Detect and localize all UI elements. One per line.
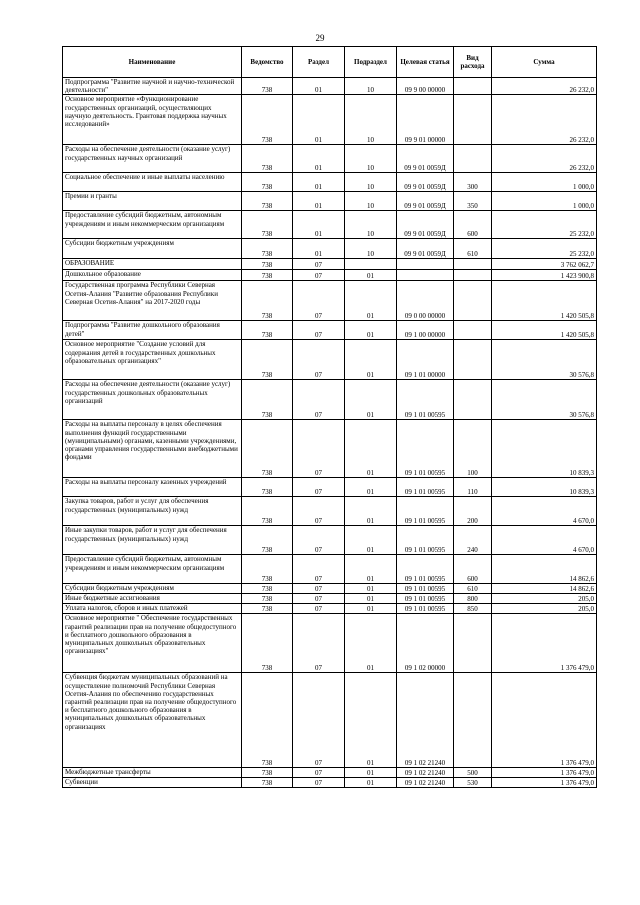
cell-name: Уплата налогов, сборов и иных платежей xyxy=(63,604,242,614)
cell-subsection: 10 xyxy=(345,239,397,259)
cell-amount: 14 862,6 xyxy=(492,584,597,594)
cell-department: 738 xyxy=(242,673,293,768)
cell-department: 738 xyxy=(242,173,293,192)
cell-expense-type xyxy=(454,340,492,380)
cell-name: Предоставление субсидий бюджетным, автономным учреждениям и иным некоммерческим организациям xyxy=(63,555,242,584)
cell-subsection: 10 xyxy=(345,78,397,95)
table-row xyxy=(63,78,597,95)
table-row xyxy=(63,259,597,270)
cell-amount: 26 232,0 xyxy=(492,78,597,95)
cell-section: 07 xyxy=(293,259,345,270)
cell-expense-type xyxy=(454,281,492,321)
cell-name: Социальное обеспечение и иные выплаты населению xyxy=(63,173,242,192)
cell-department: 738 xyxy=(242,270,293,281)
cell-amount: 4 670,0 xyxy=(492,497,597,526)
cell-section: 07 xyxy=(293,673,345,768)
cell-name: Дошкольное образование xyxy=(63,270,242,281)
cell-target xyxy=(397,259,454,270)
cell-section: 07 xyxy=(293,555,345,584)
cell-expense-type xyxy=(454,145,492,173)
cell-amount: 205,0 xyxy=(492,604,597,614)
cell-section: 01 xyxy=(293,95,345,145)
cell-expense-type: 100 xyxy=(454,420,492,478)
cell-section: 01 xyxy=(293,192,345,211)
cell-amount: 25 232,0 xyxy=(492,211,597,239)
cell-department: 738 xyxy=(242,584,293,594)
cell-section: 07 xyxy=(293,478,345,497)
cell-department: 738 xyxy=(242,145,293,173)
table-row xyxy=(63,614,597,673)
cell-section: 07 xyxy=(293,270,345,281)
cell-expense-type xyxy=(454,78,492,95)
cell-expense-type: 110 xyxy=(454,478,492,497)
cell-department: 738 xyxy=(242,594,293,604)
cell-section: 01 xyxy=(293,239,345,259)
cell-department: 738 xyxy=(242,420,293,478)
cell-expense-type: 600 xyxy=(454,555,492,584)
cell-target: 09 1 01 00595 xyxy=(397,594,454,604)
cell-target: 09 1 01 00595 xyxy=(397,380,454,420)
cell-target: 09 0 00 00000 xyxy=(397,281,454,321)
cell-expense-type xyxy=(454,259,492,270)
cell-amount: 1 376 479,0 xyxy=(492,768,597,778)
table-row xyxy=(63,145,597,173)
cell-target: 09 1 02 21240 xyxy=(397,768,454,778)
cell-target: 09 1 01 00595 xyxy=(397,420,454,478)
cell-name: Предоставление субсидий бюджетным, автономным учреждениям и иным некоммерческим организациям xyxy=(63,211,242,239)
cell-subsection: 01 xyxy=(345,778,397,788)
cell-expense-type: 350 xyxy=(454,192,492,211)
cell-department: 738 xyxy=(242,321,293,340)
table-row xyxy=(63,594,597,604)
table-row xyxy=(63,95,597,145)
cell-department: 738 xyxy=(242,95,293,145)
header-row xyxy=(63,47,597,78)
cell-amount: 10 839,3 xyxy=(492,420,597,478)
table-row xyxy=(63,555,597,584)
cell-department: 738 xyxy=(242,778,293,788)
table-row xyxy=(63,768,597,778)
cell-expense-type: 500 xyxy=(454,768,492,778)
header-expense-type: Вид расхода xyxy=(454,47,492,78)
cell-subsection: 01 xyxy=(345,768,397,778)
cell-subsection: 01 xyxy=(345,555,397,584)
table-row xyxy=(63,239,597,259)
cell-amount: 30 576,8 xyxy=(492,380,597,420)
header-target: Целевая статья xyxy=(397,47,454,78)
table-row xyxy=(63,173,597,192)
cell-department: 738 xyxy=(242,526,293,555)
cell-target: 09 1 02 21240 xyxy=(397,673,454,768)
cell-subsection: 01 xyxy=(345,478,397,497)
cell-amount: 10 839,3 xyxy=(492,478,597,497)
header-department: Ведомство xyxy=(242,47,293,78)
cell-section: 07 xyxy=(293,614,345,673)
cell-section: 01 xyxy=(293,145,345,173)
cell-subsection: 01 xyxy=(345,673,397,768)
cell-target xyxy=(397,270,454,281)
cell-expense-type: 200 xyxy=(454,497,492,526)
cell-expense-type: 300 xyxy=(454,173,492,192)
cell-subsection: 01 xyxy=(345,594,397,604)
cell-target: 09 9 01 0059Д xyxy=(397,192,454,211)
cell-expense-type xyxy=(454,614,492,673)
cell-expense-type xyxy=(454,673,492,768)
cell-name: Премии и гранты xyxy=(63,192,242,211)
table-row xyxy=(63,526,597,555)
cell-amount: 3 762 062,7 xyxy=(492,259,597,270)
cell-subsection: 10 xyxy=(345,211,397,239)
cell-amount: 1 376 479,0 xyxy=(492,614,597,673)
header-subsection: Подраздел xyxy=(345,47,397,78)
cell-subsection: 01 xyxy=(345,584,397,594)
cell-expense-type xyxy=(454,95,492,145)
cell-section: 07 xyxy=(293,584,345,594)
cell-amount: 205,0 xyxy=(492,594,597,604)
cell-department: 738 xyxy=(242,497,293,526)
cell-section: 07 xyxy=(293,768,345,778)
cell-name: Подпрограмма "Развитие дошкольного образования детей" xyxy=(63,321,242,340)
cell-name: Иные бюджетные ассигнования xyxy=(63,594,242,604)
table-row xyxy=(63,340,597,380)
cell-target: 09 1 01 00595 xyxy=(397,478,454,497)
cell-name: Расходы на выплаты персоналу казенных учреждений xyxy=(63,478,242,497)
cell-expense-type: 240 xyxy=(454,526,492,555)
cell-subsection: 01 xyxy=(345,281,397,321)
cell-target: 09 9 01 0059Д xyxy=(397,211,454,239)
cell-subsection: 01 xyxy=(345,604,397,614)
table-row xyxy=(63,270,597,281)
cell-department: 738 xyxy=(242,239,293,259)
cell-section: 07 xyxy=(293,340,345,380)
cell-expense-type xyxy=(454,321,492,340)
cell-amount: 1 000,0 xyxy=(492,173,597,192)
cell-department: 738 xyxy=(242,259,293,270)
cell-target: 09 9 01 0059Д xyxy=(397,239,454,259)
cell-expense-type: 610 xyxy=(454,239,492,259)
cell-expense-type xyxy=(454,380,492,420)
cell-expense-type: 850 xyxy=(454,604,492,614)
cell-target: 09 9 01 0059Д xyxy=(397,173,454,192)
cell-section: 07 xyxy=(293,321,345,340)
table-row xyxy=(63,380,597,420)
cell-department: 738 xyxy=(242,768,293,778)
budget-table xyxy=(62,46,597,788)
cell-section: 07 xyxy=(293,778,345,788)
table-row xyxy=(63,478,597,497)
cell-department: 738 xyxy=(242,211,293,239)
cell-department: 738 xyxy=(242,478,293,497)
cell-target: 09 9 01 0059Д xyxy=(397,145,454,173)
cell-section: 07 xyxy=(293,594,345,604)
cell-target: 09 1 01 00595 xyxy=(397,584,454,594)
cell-name: ОБРАЗОВАНИЕ xyxy=(63,259,242,270)
cell-section: 07 xyxy=(293,497,345,526)
cell-name: Государственная программа Республики Северная Осетия-Алания "Развитие образования Республики Северная Осетия-Алания" на 2017-2020 годы xyxy=(63,281,242,321)
cell-subsection: 10 xyxy=(345,173,397,192)
cell-section: 07 xyxy=(293,281,345,321)
cell-amount: 25 232,0 xyxy=(492,239,597,259)
cell-subsection: 01 xyxy=(345,321,397,340)
cell-subsection: 01 xyxy=(345,270,397,281)
cell-name: Субвенция бюджетам муниципальных образований на осуществление полномочий Республики Северная Осетия-Алания по обеспечению государственных гарантий реализации прав на получение общедоступного и бесплатного дошкольного образования в муниципальных дошкольных образовательных организациях xyxy=(63,673,242,768)
cell-name: Субсидии бюджетным учреждениям xyxy=(63,239,242,259)
header-amount: Сумма xyxy=(492,47,597,78)
cell-department: 738 xyxy=(242,604,293,614)
cell-subsection: 10 xyxy=(345,192,397,211)
cell-department: 738 xyxy=(242,555,293,584)
cell-subsection: 01 xyxy=(345,380,397,420)
cell-subsection: 01 xyxy=(345,526,397,555)
cell-name: Расходы на обеспечение деятельности (оказание услуг) государственных дошкольных образовательных организаций xyxy=(63,380,242,420)
cell-amount: 1 423 900,8 xyxy=(492,270,597,281)
cell-target: 09 1 01 00595 xyxy=(397,604,454,614)
table-row xyxy=(63,673,597,768)
table-row xyxy=(63,584,597,594)
table-row xyxy=(63,321,597,340)
header-section: Раздел xyxy=(293,47,345,78)
table-row xyxy=(63,778,597,788)
cell-section: 01 xyxy=(293,173,345,192)
cell-amount: 14 862,6 xyxy=(492,555,597,584)
cell-name: Расходы на обеспечение деятельности (оказание услуг) государственных научных организаций xyxy=(63,145,242,173)
cell-target: 09 9 00 00000 xyxy=(397,78,454,95)
cell-section: 01 xyxy=(293,78,345,95)
cell-amount: 1 000,0 xyxy=(492,192,597,211)
cell-target: 09 1 01 00595 xyxy=(397,526,454,555)
cell-section: 01 xyxy=(293,211,345,239)
cell-name: Расходы на выплаты персоналу в целях обеспечения выполнения функций государственными (муниципальными) органами, казенными учреждениями, органами управления государственными внебюджетными фондами xyxy=(63,420,242,478)
table-row xyxy=(63,192,597,211)
cell-name: Субвенции xyxy=(63,778,242,788)
cell-department: 738 xyxy=(242,78,293,95)
cell-target: 09 1 00 00000 xyxy=(397,321,454,340)
cell-name: Иные закупки товаров, работ и услуг для обеспечения государственных (муниципальных) нужд xyxy=(63,526,242,555)
cell-expense-type: 600 xyxy=(454,211,492,239)
cell-amount: 1 376 479,0 xyxy=(492,673,597,768)
cell-department: 738 xyxy=(242,614,293,673)
cell-target: 09 1 01 00595 xyxy=(397,497,454,526)
cell-expense-type xyxy=(454,270,492,281)
cell-amount: 4 670,0 xyxy=(492,526,597,555)
cell-subsection: 10 xyxy=(345,95,397,145)
cell-subsection xyxy=(345,259,397,270)
table-row xyxy=(63,497,597,526)
table-row xyxy=(63,420,597,478)
cell-department: 738 xyxy=(242,192,293,211)
cell-name: Основное мероприятие "Создание условий для содержания детей в государственных дошкольных образовательных организациях" xyxy=(63,340,242,380)
cell-amount: 30 576,8 xyxy=(492,340,597,380)
cell-subsection: 01 xyxy=(345,497,397,526)
table-row xyxy=(63,281,597,321)
cell-section: 07 xyxy=(293,420,345,478)
table-row xyxy=(63,211,597,239)
cell-name: Основное мероприятие " Обеспечение государственных гарантий реализации прав на получение общедоступного и бесплатного дошкольного образования в муниципальных дошкольных образовательных организациях" xyxy=(63,614,242,673)
table-row xyxy=(63,604,597,614)
cell-target: 09 1 02 21240 xyxy=(397,778,454,788)
cell-expense-type: 530 xyxy=(454,778,492,788)
cell-department: 738 xyxy=(242,281,293,321)
cell-department: 738 xyxy=(242,380,293,420)
cell-expense-type: 800 xyxy=(454,594,492,604)
cell-section: 07 xyxy=(293,380,345,420)
cell-expense-type: 610 xyxy=(454,584,492,594)
cell-target: 09 1 02 00000 xyxy=(397,614,454,673)
cell-target: 09 9 01 00000 xyxy=(397,95,454,145)
header-name: Наименование xyxy=(63,47,242,78)
cell-amount: 1 376 479,0 xyxy=(492,778,597,788)
cell-subsection: 01 xyxy=(345,340,397,380)
cell-subsection: 01 xyxy=(345,420,397,478)
cell-subsection: 10 xyxy=(345,145,397,173)
cell-name: Подпрограмма "Развитие научной и научно-технической деятельности" xyxy=(63,78,242,95)
cell-target: 09 1 01 00000 xyxy=(397,340,454,380)
cell-amount: 26 232,0 xyxy=(492,95,597,145)
cell-name: Субсидии бюджетным учреждениям xyxy=(63,584,242,594)
cell-amount: 26 232,0 xyxy=(492,145,597,173)
cell-name: Межбюджетные трансферты xyxy=(63,768,242,778)
cell-section: 07 xyxy=(293,526,345,555)
cell-target: 09 1 01 00595 xyxy=(397,555,454,584)
cell-name: Основное мероприятие «Функционирование государственных организаций, осуществляющих научную деятельность. Грантовая поддержка научных исследований» xyxy=(63,95,242,145)
cell-amount: 1 420 505,8 xyxy=(492,321,597,340)
cell-section: 07 xyxy=(293,604,345,614)
cell-subsection: 01 xyxy=(345,614,397,673)
cell-department: 738 xyxy=(242,340,293,380)
cell-amount: 1 420 505,8 xyxy=(492,281,597,321)
cell-name: Закупка товаров, работ и услуг для обеспечения государственных (муниципальных) нужд xyxy=(63,497,242,526)
page-number: 29 xyxy=(315,33,325,43)
